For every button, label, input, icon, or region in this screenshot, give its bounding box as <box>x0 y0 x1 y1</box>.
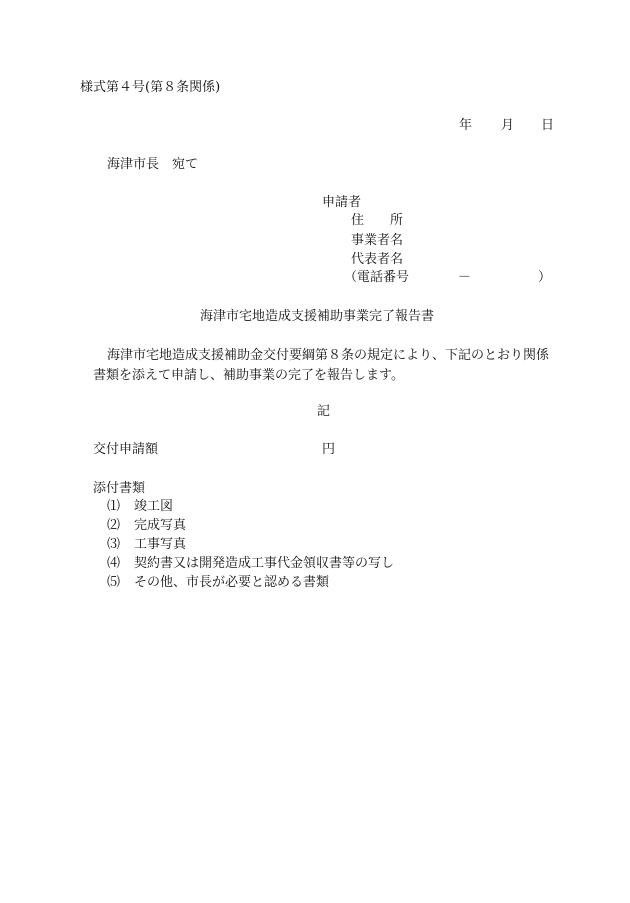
attachment-label: 工事写真 <box>134 537 187 552</box>
document-title: 海津市宅地造成支援補助事業完了報告書 <box>200 309 435 324</box>
attachment-label: 契約書又は開発造成工事代金領収書等の写し <box>134 556 395 571</box>
attachment-label: その他、市長が必要と認める書類 <box>134 575 330 590</box>
attachment-number: ⑸ <box>107 575 121 590</box>
date-month-label: 月 <box>501 118 515 133</box>
applicant-phone-close: ） <box>538 270 552 285</box>
attachments-heading: 添付書類 <box>93 481 146 496</box>
applicant-heading: 申請者 <box>322 195 362 210</box>
grant-amount-unit: 円 <box>322 442 336 457</box>
body-text-line-1: 海津市宅地造成支援補助金交付要綱第８条の規定により、下記のとおり関係 <box>107 348 550 363</box>
date-day-label: 日 <box>541 118 555 133</box>
attachment-number: ⑷ <box>107 556 121 571</box>
attachment-label: 竣工図 <box>134 499 174 514</box>
attachment-number: ⑴ <box>107 499 121 514</box>
ki-heading: 記 <box>317 404 331 419</box>
applicant-representative-label: 代表者名 <box>351 252 404 267</box>
attachment-number: ⑵ <box>107 518 121 533</box>
attachment-number: ⑶ <box>107 537 121 552</box>
form-number: 様式第４号(第８条関係) <box>80 80 221 95</box>
date-year-label: 年 <box>459 118 473 133</box>
addressee: 海津市長 宛て <box>107 157 199 172</box>
applicant-phone-label: （電話番号 <box>344 270 410 285</box>
applicant-address-label: 住 所 <box>351 213 404 228</box>
applicant-phone-separator: － <box>458 270 472 285</box>
grant-amount-label: 交付申請額 <box>93 442 159 457</box>
attachment-label: 完成写真 <box>134 518 187 533</box>
body-text-line-2: 書類を添えて申請し、補助事業の完了を報告します。 <box>93 368 404 383</box>
applicant-business-name-label: 事業者名 <box>351 233 404 248</box>
